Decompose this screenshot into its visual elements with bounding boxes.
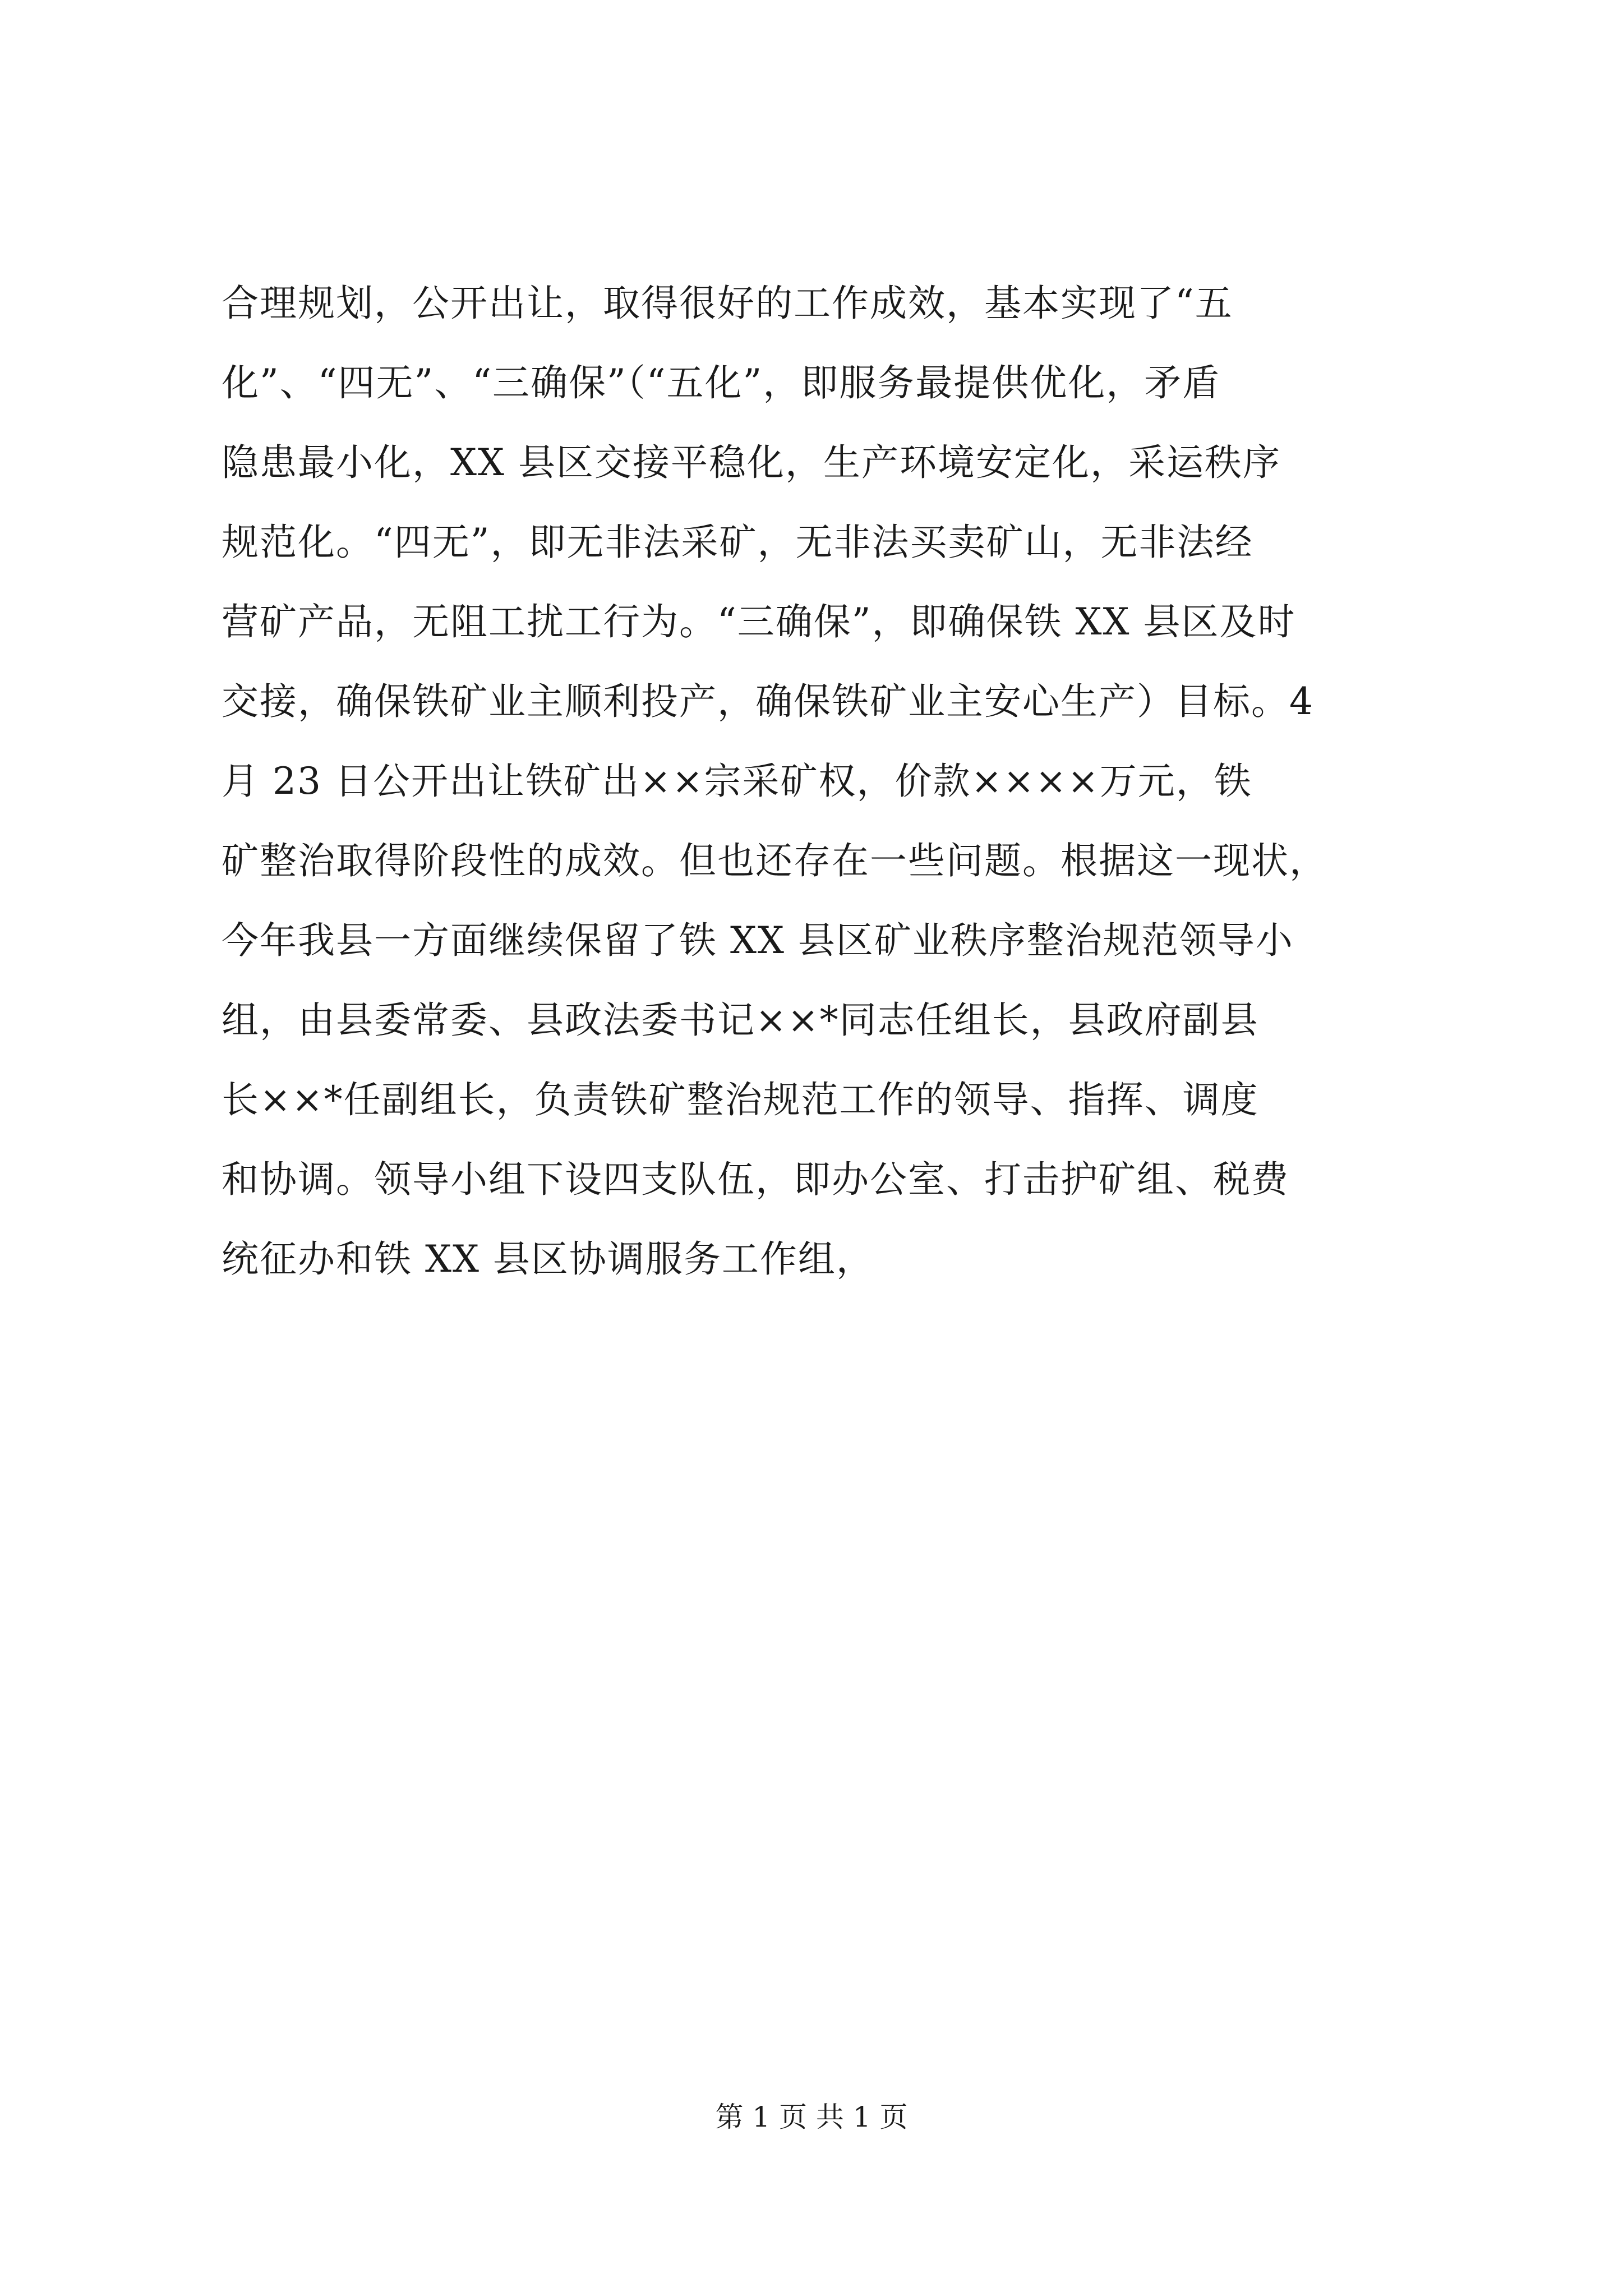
- text-line: 和协调。领导小组下设四支队伍，即办公室、打击护矿组、税费: [222, 1158, 1289, 1201]
- body-paragraph: [222, 264, 1455, 1299]
- page-footer: 第 1 页 共 1 页: [715, 2101, 908, 2133]
- text-line: 营矿产品，无阻工扰工行为。“三确保”，即确保铁 XX 县区及时: [222, 600, 1296, 643]
- text-line: 组，由县委常委、县政法委书记××*同志任组长，县政府副县: [222, 999, 1259, 1042]
- text-line: 统征办和铁 XX 县区协调服务工作组，: [222, 1237, 874, 1281]
- text-line: 今年我县一方面继续保留了铁 XX 县区矿业秩序整治规范领导小: [222, 919, 1294, 962]
- text-line: 长××*任副组长，负责铁矿整治规范工作的领导、指挥、调度: [222, 1078, 1259, 1121]
- text-line: 矿整治取得阶段性的成效。但也还存在一些问题。根据这一现状，: [222, 839, 1327, 882]
- text-line: 合理规划，公开出让，取得很好的工作成效，基本实现了“五: [222, 282, 1233, 325]
- text-line: 化”、“四无”、“三确保”（“五化”，即服务最提供优化，矛盾: [222, 361, 1221, 404]
- text-line: 月 23 日公开出让铁矿出××宗采矿权，价款××××万元，铁: [222, 760, 1252, 803]
- text-line: 隐患最小化，XX 县区交接平稳化，生产环境安定化，采运秩序: [222, 441, 1281, 484]
- text-line: 交接，确保铁矿业主顺利投产，确保铁矿业主安心生产）目标。4: [222, 680, 1314, 723]
- text-line: 规范化。“四无”，即无非法采矿，无非法买卖矿山，无非法经: [222, 521, 1253, 564]
